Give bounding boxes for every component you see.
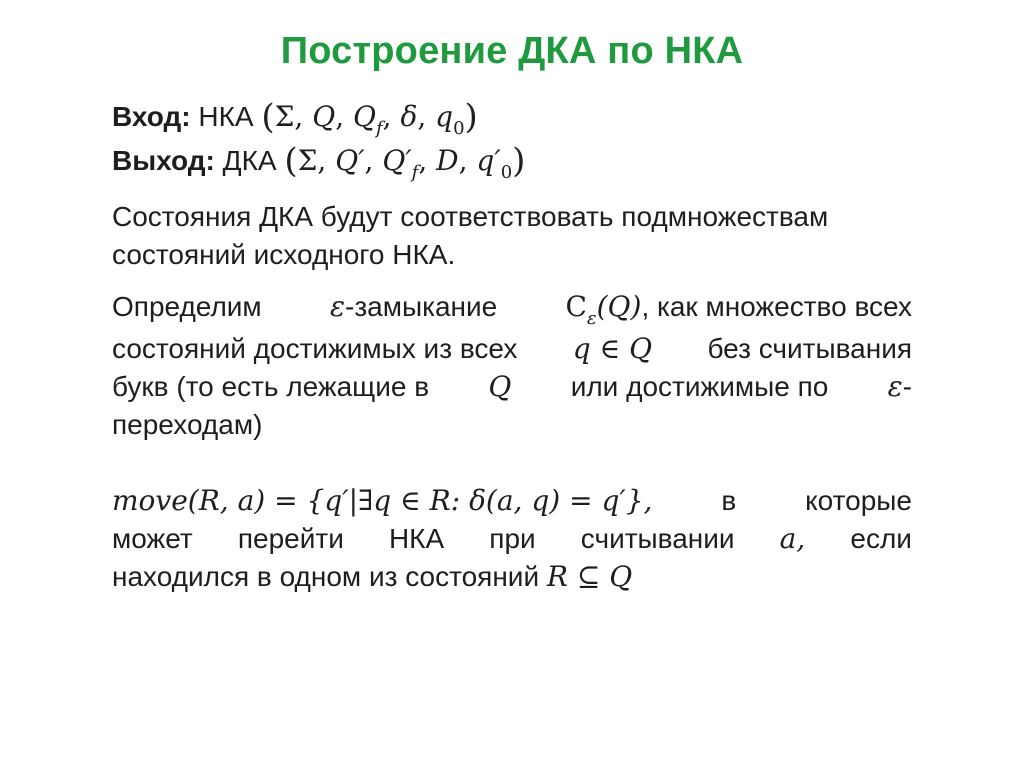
paragraph1-line2: состояний исходного НКА.	[112, 239, 456, 270]
output-qf-sub: f	[411, 162, 419, 183]
output-sigma: Σ,	[297, 144, 336, 177]
p2-c-eps	[566, 288, 912, 330]
p2-line3-end	[888, 368, 912, 406]
p2-line3-math: Q	[488, 370, 512, 403]
output-label: Выход:	[112, 145, 215, 176]
close-paren: )	[464, 97, 478, 137]
p2-rest: , как множество всех	[641, 291, 912, 322]
p2-c-sub: ε	[586, 308, 597, 329]
p2-closure-word: -замыкание	[345, 291, 498, 322]
paragraph2-line3	[112, 368, 912, 406]
output-d: D	[436, 144, 459, 177]
p3-w4: считывании	[580, 523, 735, 554]
p3-word-v: в	[721, 485, 737, 516]
p3-line3-text: находился в одном из состояний	[112, 561, 540, 592]
input-label: Вход:	[112, 101, 191, 132]
p3-w3: при	[489, 523, 536, 554]
p2-word-define: Определим	[112, 291, 262, 322]
p2-line2-b: без считывания	[707, 333, 912, 364]
output-qf-base: Q′	[382, 144, 412, 177]
p3-formula: move(R, a) = {q′|∃q ∈ R: δ(a, q) = q′},	[112, 484, 653, 517]
input-sigma: Σ,	[274, 100, 313, 133]
comma: ,	[382, 100, 401, 133]
p3-line3-math: R ⊆ Q	[546, 560, 633, 593]
paragraph3-line2	[112, 520, 912, 558]
p2-line3-b: или достижимые по	[570, 371, 829, 402]
input-q0-base: q	[435, 100, 454, 133]
paragraph2-line2	[112, 330, 912, 368]
output-line	[112, 140, 912, 184]
paragraph3-line3	[112, 558, 912, 596]
input-q0-sub: 0	[453, 118, 465, 139]
paragraph2-line4: переходам)	[112, 409, 263, 440]
comma: ,	[417, 100, 436, 133]
p3-w0: может	[112, 523, 193, 554]
p2-epsilon: ε	[329, 290, 345, 323]
paragraph3-line1	[112, 482, 912, 520]
output-q: Q′	[335, 144, 365, 177]
p2-line3-dash: -	[902, 371, 912, 402]
input-line	[112, 96, 912, 140]
p2-line3-a: букв (то есть лежащие в	[112, 371, 430, 402]
input-qf-sub: f	[375, 118, 383, 139]
p2-line2-math: q ∈ Q	[572, 332, 653, 365]
p2-line2-a: состояний достижимых из всех	[112, 333, 518, 364]
p2-c-arg: (Q)	[596, 290, 642, 323]
comma: ,	[418, 144, 437, 177]
output-q0-sub: 0	[500, 162, 513, 183]
paragraph1-line1: Состояния ДКА будут соответствовать подмножествам	[112, 201, 829, 232]
paragraph2-line1	[112, 288, 912, 330]
p2-c: C	[565, 290, 587, 323]
open-paren: (	[284, 141, 298, 181]
comma: ,	[364, 144, 383, 177]
output-text: ДКА	[222, 145, 277, 176]
output-q0-base: q′	[476, 144, 501, 177]
p2-closure	[330, 288, 497, 330]
close-paren: )	[512, 141, 526, 181]
p3-w2: НКА	[388, 523, 445, 554]
comma: ,	[458, 144, 477, 177]
input-q: Q	[312, 100, 336, 133]
p3-w-esli: если	[850, 523, 912, 554]
p2-line3-eps: ε	[887, 370, 903, 403]
slide-content	[112, 96, 912, 596]
input-text: НКА	[198, 101, 254, 132]
p3-math-a: a,	[779, 522, 806, 555]
p3-w1: перейти	[237, 523, 344, 554]
input-delta: δ	[400, 100, 418, 133]
p3-word-kotorye: которые	[805, 485, 912, 516]
comma: ,	[335, 100, 353, 133]
slide-title: Построение ДКА по НКА	[280, 30, 744, 72]
input-qf-base: Q	[353, 100, 376, 133]
open-paren: (	[261, 97, 275, 137]
